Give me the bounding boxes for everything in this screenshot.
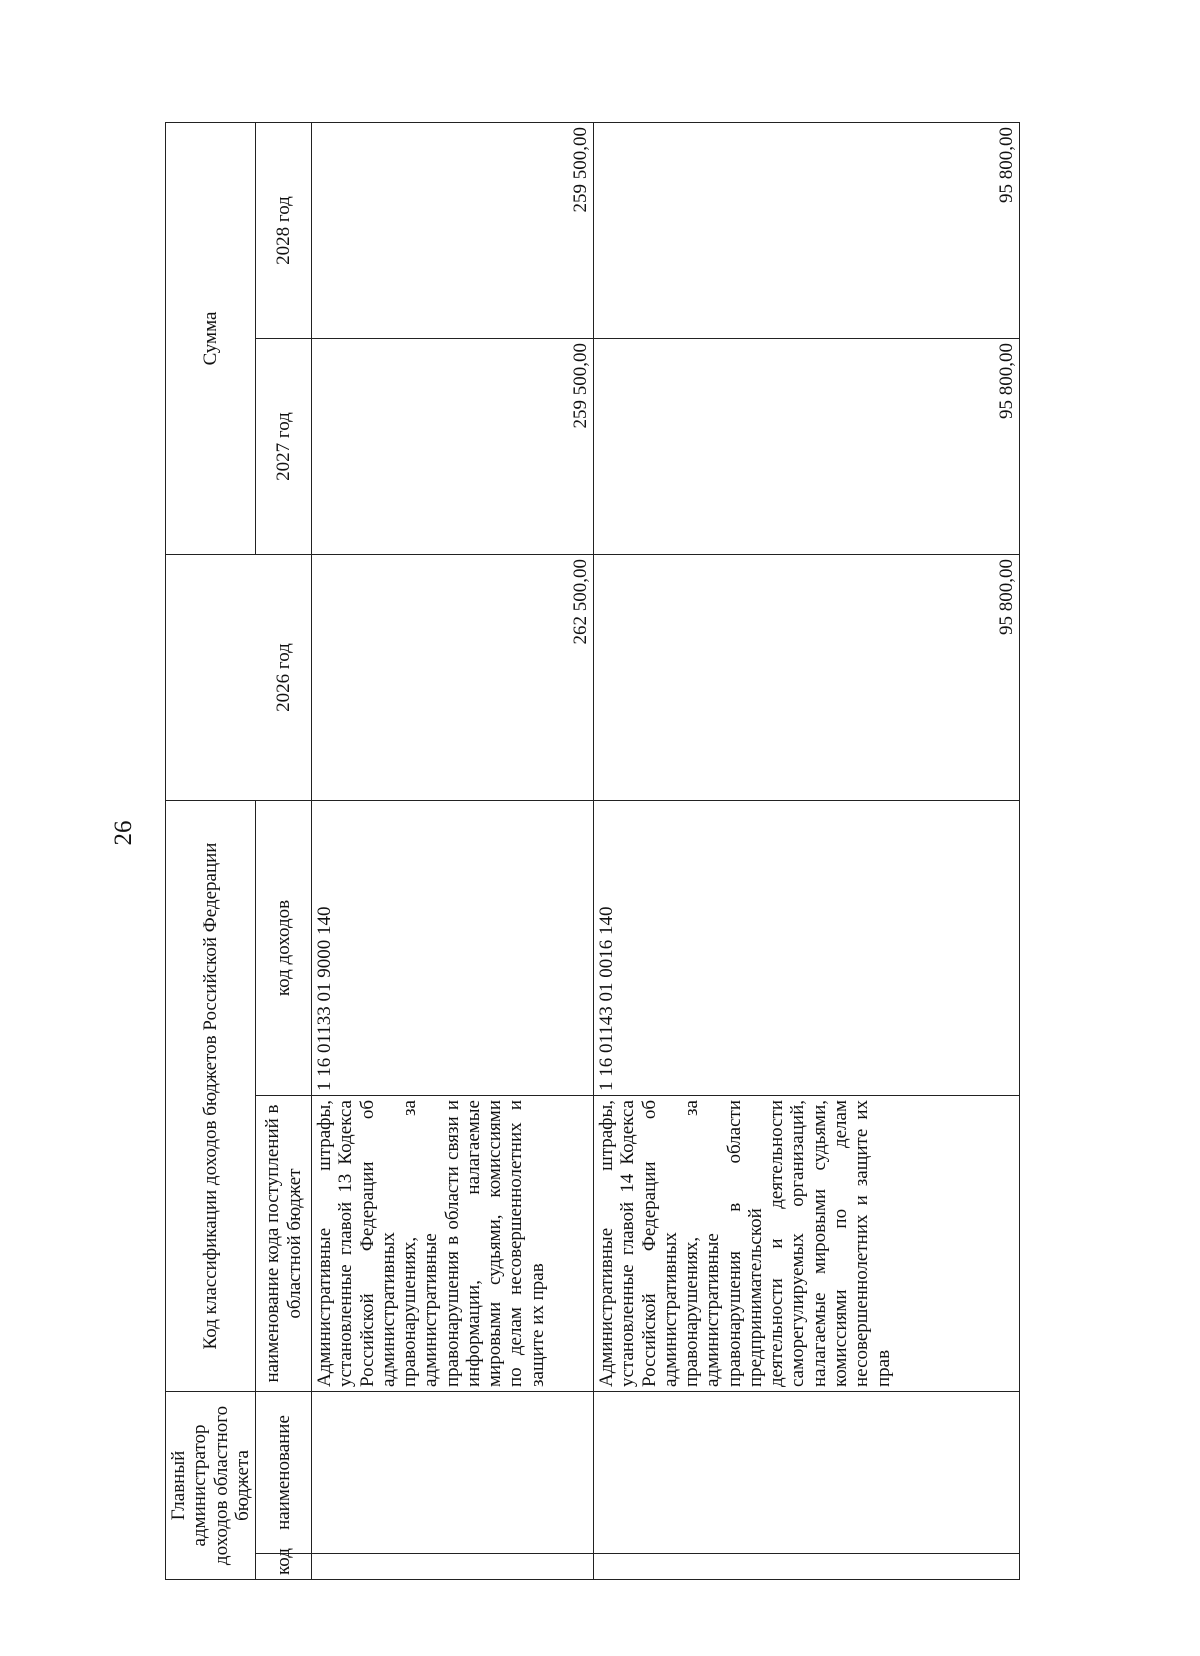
table-row xyxy=(312,123,594,1580)
row-description: Административные штрафы, установленные главой 14 Кодекса Российской Федерации об административных правонарушениях, за административные правонарушения в области предпринимательской деятельности и деятельности саморегулируемых организаций, налагаемые мировыми судьями, комиссиями по делам несовершеннолетних и защите их прав xyxy=(594,1096,1020,1392)
row-admin-name xyxy=(594,1392,1020,1554)
header-sum-spacer xyxy=(166,555,256,801)
row-sum-2026: 95 800,00 xyxy=(594,555,1020,801)
header-admin-group: Главный администратор доходов областного бюджета xyxy=(166,1392,256,1580)
header-admin-name: наименование xyxy=(256,1392,312,1554)
row-sum-2026: 262 500,00 xyxy=(312,555,594,801)
header-year-2027: 2027 год xyxy=(256,339,312,555)
row-sum-2027: 259 500,00 xyxy=(312,339,594,555)
header-class-name: наименование кода поступлений в областной бюджет xyxy=(256,1096,312,1392)
row-income-code: 1 16 01133 01 9000 140 xyxy=(312,801,594,1096)
page-number: 26 xyxy=(110,820,137,846)
header-year-2028: 2028 год xyxy=(256,123,312,339)
header-sum-group: Сумма xyxy=(166,123,256,555)
rotated-table-container xyxy=(165,123,1017,1580)
header-income-code: код доходов xyxy=(256,801,312,1096)
header-year-2026: 2026 год xyxy=(256,555,312,801)
row-admin-code xyxy=(594,1554,1020,1580)
header-admin-code: код xyxy=(256,1554,312,1580)
row-sum-2027: 95 800,00 xyxy=(594,339,1020,555)
revenue-table xyxy=(165,122,1020,1580)
header-classification-group: Код классификации доходов бюджетов Российской Федерации xyxy=(166,801,256,1392)
row-sum-2028: 95 800,00 xyxy=(594,123,1020,339)
row-admin-code xyxy=(312,1554,594,1580)
row-sum-2028: 259 500,00 xyxy=(312,123,594,339)
row-admin-name xyxy=(312,1392,594,1554)
row-income-code: 1 16 01143 01 0016 140 xyxy=(594,801,1020,1096)
row-description: Административные штрафы, установленные главой 13 Кодекса Российской Федерации об административных правонарушениях, за административные правонарушения в области связи и информации, налагаемые мировыми судьями, комиссиями по делам несовершеннолетних и защите их прав xyxy=(312,1096,594,1392)
table-row xyxy=(594,123,1020,1580)
